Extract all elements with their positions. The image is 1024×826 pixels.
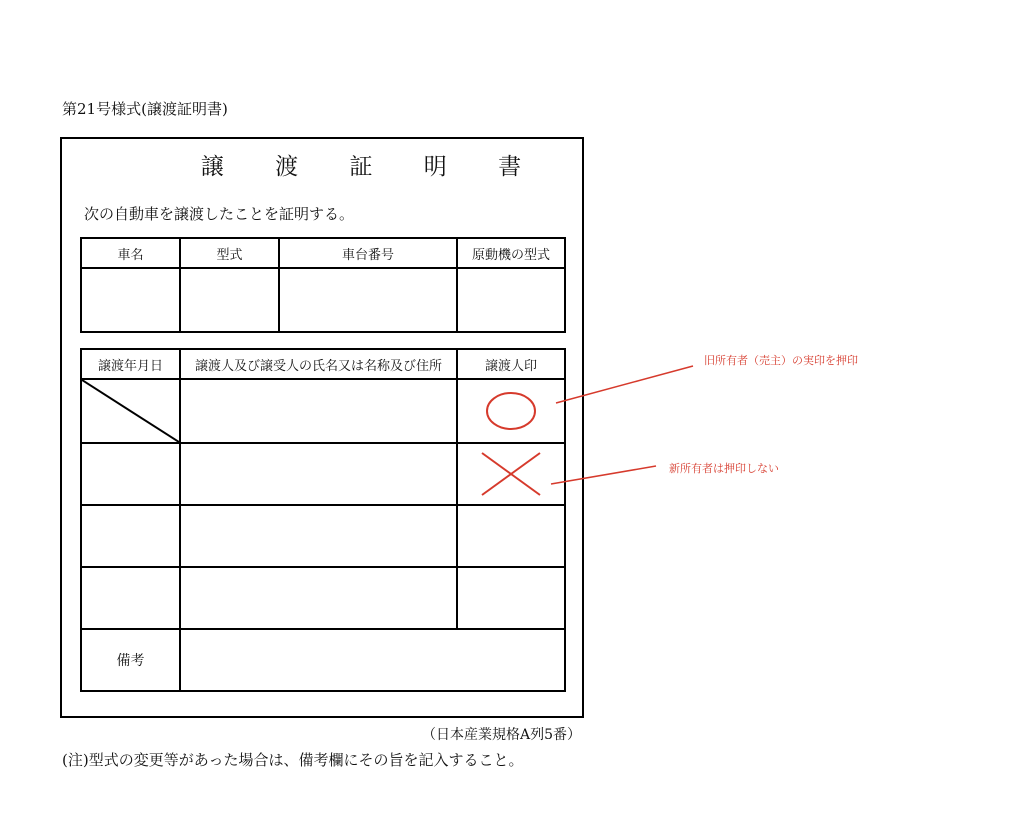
- footer-note: (注)型式の変更等があった場合は、備考欄にその旨を記入すること。: [62, 751, 524, 769]
- jis-paper-size: （日本産業規格A列5番）: [422, 727, 582, 743]
- seal-not-required-annotation: 新所有者は押印しない: [669, 462, 779, 475]
- header-parties: 譲渡人及び譲受人の氏名又は名称及び住所: [180, 349, 457, 379]
- certificate-title: 譲 渡 証 明 書: [200, 154, 544, 180]
- header-chassis-number: 車台番号: [279, 238, 457, 268]
- header-transfer-date: 譲渡年月日: [81, 349, 180, 379]
- no-seal-annotation-line: [551, 466, 656, 484]
- seal-required-annotation: 旧所有者（売主）の実印を押印: [704, 354, 858, 367]
- header-engine-model: 原動機の型式: [457, 238, 565, 268]
- seal-annotation-line: [556, 366, 693, 403]
- header-model: 型式: [180, 238, 279, 268]
- header-vehicle-name: 車名: [81, 238, 180, 268]
- form-number-title: 第21号様式(譲渡証明書): [62, 100, 228, 118]
- remarks-label: 備考: [81, 629, 180, 691]
- header-seal: 譲渡人印: [457, 349, 565, 379]
- certificate-statement: 次の自動車を譲渡したことを証明する。: [84, 205, 355, 223]
